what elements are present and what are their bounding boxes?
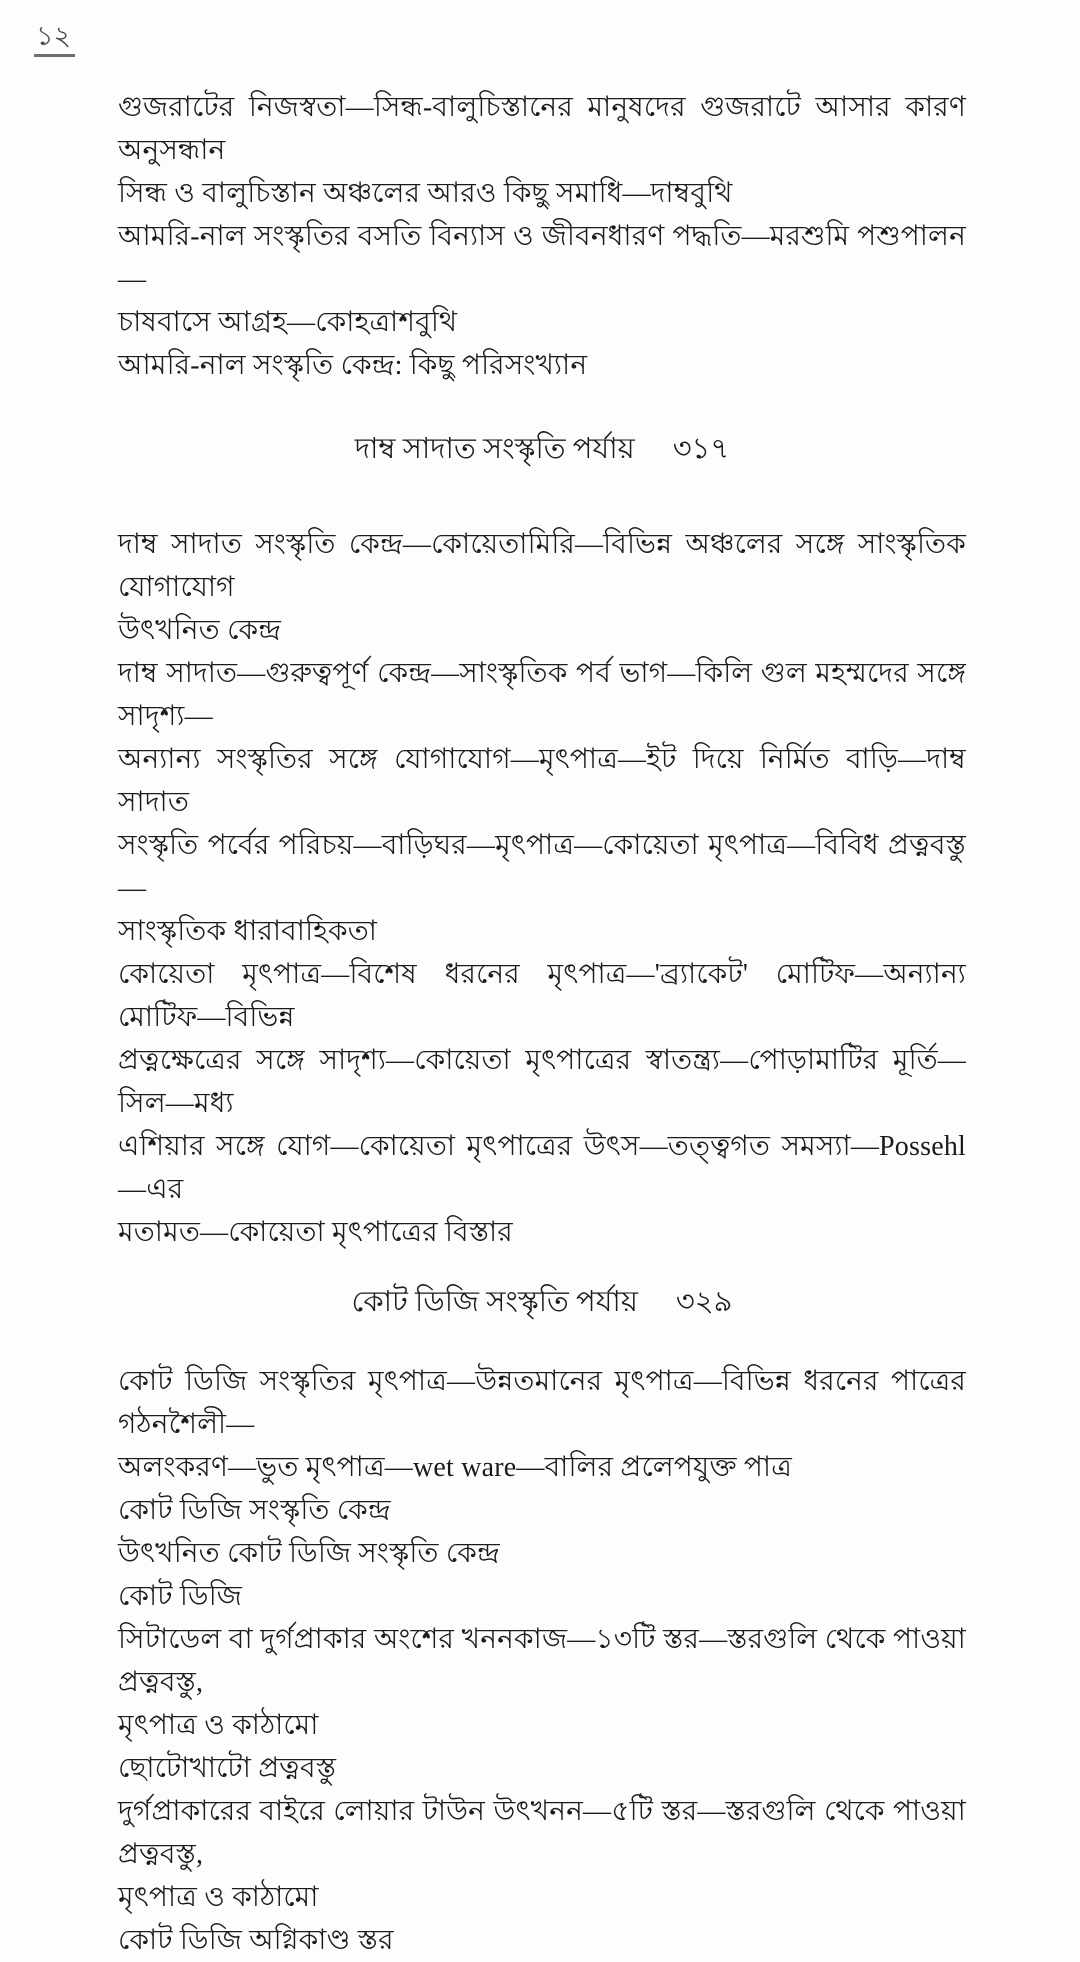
chapter-heading-title: দাম্ব সাদাত সংস্কৃতি পর্যায় bbox=[354, 433, 635, 465]
chapter-heading-title: কোট ডিজি সংস্কৃতি পর্যায় bbox=[351, 1286, 638, 1318]
toc-entry-line: প্রত্নক্ষেত্রের সঙ্গে সাদৃশ্য—কোয়েতা মৃৎপাত্রের স্বাতন্ত্র্য—পোড়ামাটির মূর্তি—সিল—মধ্য bbox=[118, 1045, 966, 1119]
toc-entry-line: আমরি-নাল সংস্কৃতি কেন্দ্র: কিছু পরিসংখ্যান bbox=[118, 350, 588, 381]
toc-entry-line: কোট ডিজি সংস্কৃতির মৃৎপাত্র—উন্নতমানের মৃৎপাত্র—বিভিন্ন ধরনের পাত্রের গঠনশৈলী— bbox=[118, 1366, 966, 1440]
toc-entry-line: মতামত—কোয়েতা মৃৎপাত্রের বিস্তার bbox=[118, 1217, 513, 1248]
chapter-heading-page-number: ৩২৯ bbox=[675, 1286, 733, 1318]
toc-entry-line: মৃৎপাত্র ও কাঠামো bbox=[118, 1882, 319, 1913]
toc-entry-line: দাম্ব সাদাত—গুরুত্বপূর্ণ কেন্দ্র—সাংস্কৃতিক পর্ব ভাগ—কিলি গুল মহম্মদের সঙ্গে সাদৃশ্য— bbox=[118, 658, 966, 732]
toc-section-amri-nal bbox=[118, 86, 966, 387]
toc-entry-line: কোট ডিজি সংস্কৃতি কেন্দ্র bbox=[118, 1495, 391, 1526]
toc-entry-line: সংস্কৃতি পর্বের পরিচয়—বাড়িঘর—মৃৎপাত্র—কোয়েতা মৃৎপাত্র—বিবিধ প্রত্নবস্তু— bbox=[118, 830, 966, 904]
toc-entry-line: ছোটোখাটো প্রত্নবস্তু bbox=[118, 1753, 337, 1784]
toc-entry-line: দুর্গপ্রাকারের বাইরে লোয়ার টাউন উৎখনন—৫টি স্তর—স্তরগুলি থেকে পাওয়া প্রত্নবস্তু, bbox=[118, 1796, 966, 1870]
toc-entry-line: গুজরাটের নিজস্বতা—সিন্ধ-বালুচিস্তানের মানুষদের গুজরাটে আসার কারণ অনুসন্ধান bbox=[118, 92, 966, 166]
toc-entry-line: কোট ডিজি অগ্নিকাণ্ড স্তর bbox=[118, 1925, 394, 1956]
toc-entry-line: দাম্ব সাদাত সংস্কৃতি কেন্দ্র—কোয়েতামিরি—বিভিন্ন অঞ্চলের সঙ্গে সাংস্কৃতিক যোগাযোগ bbox=[118, 529, 966, 603]
toc-entry-line: উৎখনিত কেন্দ্র bbox=[118, 615, 282, 646]
toc-entry-line: অলংকরণ—ভুত মৃৎপাত্র—wet ware—বালির প্রলেপযুক্ত পাত্র bbox=[118, 1452, 793, 1483]
toc-entry-line: চাষবাসে আগ্রহ—কোহত্রাশবুথি bbox=[118, 307, 458, 338]
toc-entry-line: অন্যান্য সংস্কৃতির সঙ্গে যোগাযোগ—মৃৎপাত্র—ইট দিয়ে নির্মিত বাড়ি—দাম্ব সাদাত bbox=[118, 744, 966, 818]
toc-section-damb-sadaat bbox=[118, 427, 966, 1254]
toc-entry-line: উৎখনিত কোট ডিজি সংস্কৃতি কেন্দ্র bbox=[118, 1538, 500, 1569]
chapter-heading bbox=[118, 427, 966, 471]
page-number: ১২ bbox=[34, 20, 75, 57]
toc-entry-line: মৃৎপাত্র ও কাঠামো bbox=[118, 1710, 319, 1741]
chapter-heading-page-number: ৩১৭ bbox=[672, 433, 730, 465]
toc-entry-line: সিটাডেল বা দুর্গপ্রাকার অংশের খননকাজ—১৩টি স্তর—স্তরগুলি থেকে পাওয়া প্রত্নবস্তু, bbox=[118, 1624, 966, 1698]
toc-entry-line: সাংস্কৃতিক ধারাবাহিকতা bbox=[118, 916, 378, 947]
toc-entry-line: কোট ডিজি bbox=[118, 1581, 243, 1612]
toc-content bbox=[118, 86, 966, 1962]
chapter-heading bbox=[118, 1280, 966, 1324]
toc-entry-line: আমরি-নাল সংস্কৃতির বসতি বিন্যাস ও জীবনধারণ পদ্ধতি—মরশুমি পশুপালন— bbox=[118, 221, 966, 295]
toc-entry-line: এশিয়ার সঙ্গে যোগ—কোয়েতা মৃৎপাত্রের উৎস—তত্ত্বগত সমস্যা—Possehl—এর bbox=[118, 1131, 966, 1205]
toc-entry-line: কোয়েতা মৃৎপাত্র—বিশেষ ধরনের মৃৎপাত্র—'ব্র্যাকেট' মোটিফ—অন্যান্য মোটিফ—বিভিন্ন bbox=[118, 959, 966, 1033]
toc-entry-line: সিন্ধ ও বালুচিস্তান অঞ্চলের আরও কিছু সমাধি—দাম্ববুথি bbox=[118, 178, 733, 209]
toc-section-kot-diji bbox=[118, 1280, 966, 1962]
